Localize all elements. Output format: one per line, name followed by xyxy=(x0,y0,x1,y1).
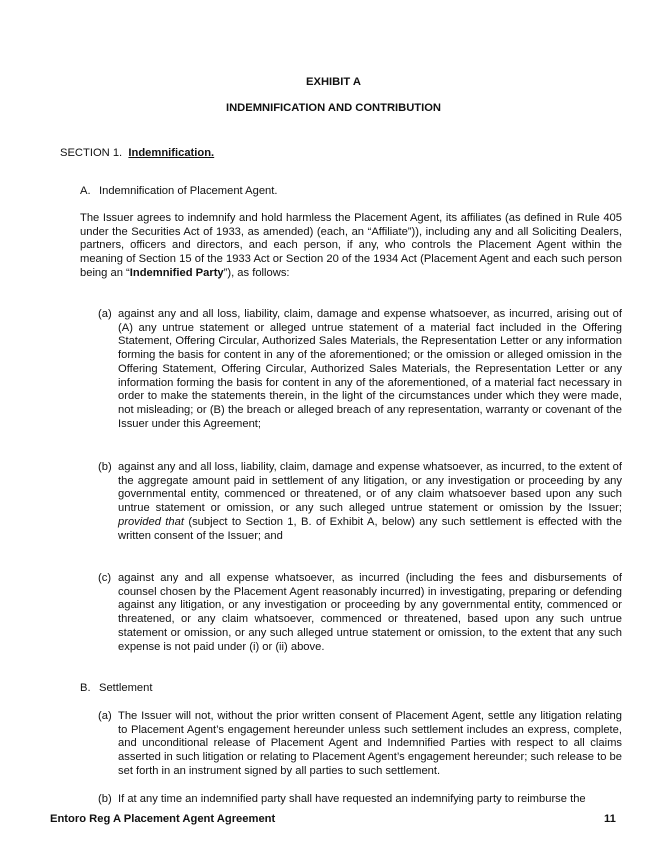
subsection-a-title: Indemnification of Placement Agent. xyxy=(99,185,278,197)
clause-text: against any and all loss, liability, claim, damage and expense whatsoever, as incurred, arising out of (A) any untrue statement or alleged untrue statement of a material fact included in the Offering Statement, Offering Circular, Authorized Sales Materials, the Representation Letter or any information forming the basis for content in any of the aforementioned; or the omission or alleged omission in the Offering Statement, Offering Circular, Authorized Sales Materials, the Representation Letter or any information forming the basis for content in any of the aforementioned, of a material fact necessary in order to make the statements therein, in the light of the circumstances under which they were made, not misleading; or (B) the breach or alleged breach of any representation, warranty or covenant of the Issuer under this Agreement; xyxy=(118,308,622,430)
section-heading xyxy=(60,147,214,159)
clause-a-a xyxy=(98,308,622,431)
subsection-a-label: A. xyxy=(80,185,91,197)
clause-label: (b) xyxy=(98,793,112,805)
clause-b-a xyxy=(98,710,622,779)
provided-that: provided that xyxy=(118,515,184,528)
clause-a-c xyxy=(98,572,622,654)
clause-text: against any and all loss, liability, claim, damage and expense whatsoever, as incurred, to the extent of the aggregate amount paid in settlement of any litigation, or any investigation or proceeding by any governmental entity, commenced or threatened, or of any claim whatsoever based upon any such untrue statement or omission, or any such alleged untrue statement or omission by the Issuer; provided that (subject to Section 1, B. of Exhibit A, below) any such settlement is effected with the written consent of the Issuer; and xyxy=(118,461,623,542)
clause-b-b xyxy=(98,793,622,807)
indemnification-intro: The Issuer agrees to indemnify and hold harmless the Placement Agent, its affiliates (as defined in Rule 405 under the Securities Act of 1933, as amended) (each, an “Affiliate”)), including any and all Soliciting Dealers, partners, officers and directors, and each person, if any, who controls the Placement Agent within the meaning of Section 15 of the 1933 Act or Section 20 of the 1934 Act (Placement Agent and each such person being an “Indemnified Party”), as follows: xyxy=(80,212,622,279)
subsection-a-heading xyxy=(80,185,278,197)
clause-label: (b) xyxy=(98,461,112,473)
subsection-b-heading xyxy=(80,682,153,694)
clause-label: (a) xyxy=(98,308,112,320)
exhibit-title: EXHIBIT A xyxy=(306,76,361,88)
section-title: Indemnification. xyxy=(128,147,215,159)
clause-a-b xyxy=(98,461,622,543)
clause-label: (a) xyxy=(98,710,112,722)
clause-text: If at any time an indemnified party shall have requested an indemnifying party to reimburse the xyxy=(118,793,586,805)
section-number: SECTION 1. xyxy=(60,147,123,159)
footer-document-name: Entoro Reg A Placement Agent Agreement xyxy=(50,813,276,825)
exhibit-subtitle: INDEMNIFICATION AND CONTRIBUTION xyxy=(225,102,442,114)
subsection-b-label: B. xyxy=(80,682,91,694)
clause-text: against any and all expense whatsoever, as incurred (including the fees and disbursements of counsel chosen by the Placement Agent reasonably incurred) in investigating, preparing or defending against any litigation, or any investigation or proceeding by any governmental entity, commenced or threatened, or any claim whatsoever, commenced or threatened, based upon any such untrue statement or omission, or any such alleged untrue statement or omission, to the extent that any such expense is not paid under (i) or (ii) above. xyxy=(118,572,622,653)
clause-text: The Issuer will not, without the prior written consent of Placement Agent, settle any litigation relating to Placement Agent’s engagement hereunder unless such settlement includes an express, complete, and unconditional release of Placement Agent and Indemnified Parties with respect to all claims asserted in such litigation or relating to Placement Agent’s engagement hereunder; such release to be set forth in an instrument signed by all parties to such settlement. xyxy=(118,710,622,777)
footer-page-number: 11 xyxy=(604,813,616,825)
subsection-b-title: Settlement xyxy=(99,682,153,694)
indemnified-party-term: Indemnified Party xyxy=(129,266,224,279)
clause-label: (c) xyxy=(98,572,112,584)
